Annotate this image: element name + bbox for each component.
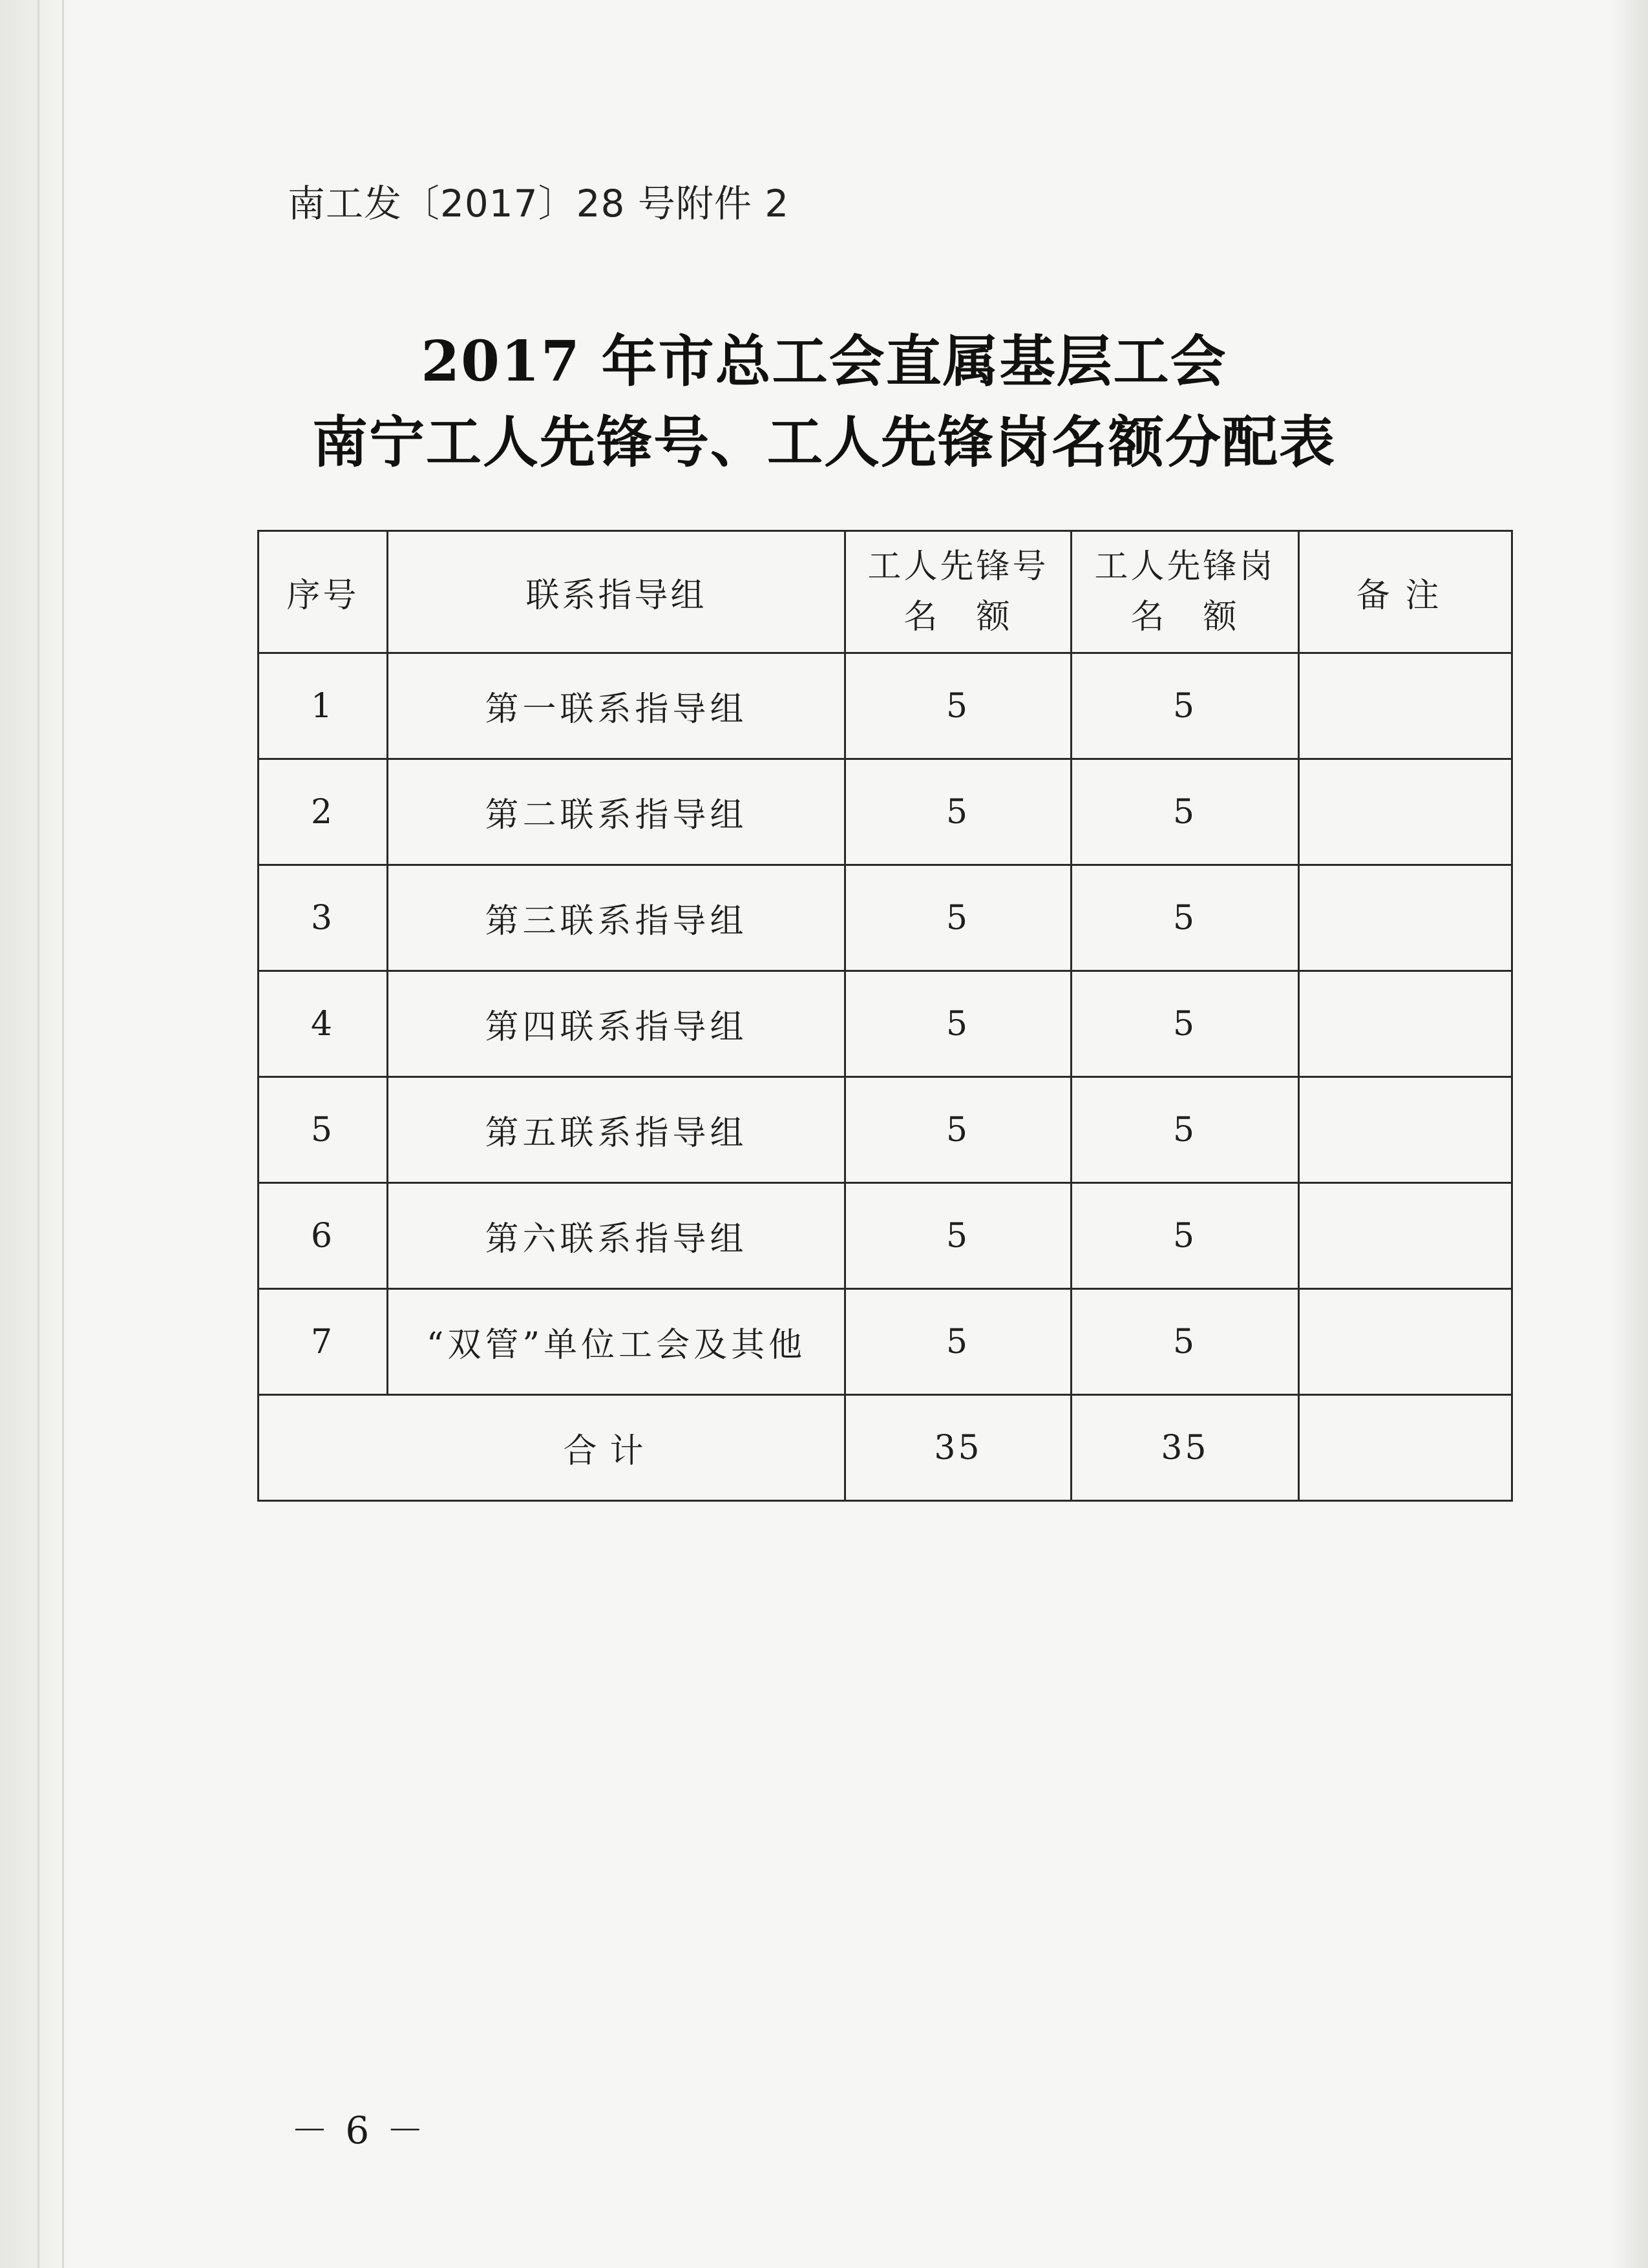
cell-group: “双管”单位工会及其他 (388, 1289, 845, 1395)
header-pioneer-post-quota (1072, 531, 1299, 653)
cell-seq: 6 (259, 1183, 388, 1289)
table-total-row (259, 1395, 1512, 1501)
header-pioneer-post-line1: 工人先锋岗 (1094, 547, 1276, 586)
cell-pioneer-team-quota: 5 (845, 1077, 1072, 1183)
cell-pioneer-post-quota: 5 (1072, 1289, 1299, 1395)
cell-pioneer-team-quota: 5 (845, 971, 1072, 1077)
header-pioneer-team-quota (845, 531, 1072, 653)
table-row (259, 1289, 1512, 1395)
cell-remark (1299, 759, 1512, 865)
header-quota-char2: 额 (1203, 598, 1240, 636)
cell-pioneer-post-quota: 5 (1072, 971, 1299, 1077)
cell-seq: 1 (259, 653, 388, 759)
cell-seq: 7 (259, 1289, 388, 1395)
page-number: － 6 － (291, 2108, 427, 2152)
cell-seq: 2 (259, 759, 388, 865)
table-row (259, 759, 1512, 865)
cell-group: 第一联系指导组 (388, 653, 845, 759)
table-row (259, 1183, 1512, 1289)
cell-remark (1299, 1183, 1512, 1289)
header-quota-char2: 额 (976, 598, 1013, 636)
cell-group: 第五联系指导组 (388, 1077, 845, 1183)
cell-pioneer-post-quota: 5 (1072, 865, 1299, 971)
cell-group: 第三联系指导组 (388, 865, 845, 971)
cell-seq: 3 (259, 865, 388, 971)
cell-pioneer-team-quota: 5 (845, 865, 1072, 971)
header-quota-char1: 名 (1130, 598, 1203, 636)
cell-pioneer-post-quota: 5 (1072, 653, 1299, 759)
cell-pioneer-team-quota: 5 (845, 653, 1072, 759)
table-row (259, 865, 1512, 971)
cell-seq: 4 (259, 971, 388, 1077)
cell-pioneer-post-quota: 5 (1072, 759, 1299, 865)
cell-pioneer-post-quota: 5 (1072, 1183, 1299, 1289)
cell-group: 第二联系指导组 (388, 759, 845, 865)
cell-group: 第六联系指导组 (388, 1183, 845, 1289)
allocation-table (257, 530, 1513, 1502)
cell-group: 第四联系指导组 (388, 971, 845, 1077)
header-pioneer-post-line2 (1072, 592, 1298, 642)
cell-pioneer-team-quota: 5 (845, 1289, 1072, 1395)
cell-remark (1299, 971, 1512, 1077)
document-reference: 南工发〔2017〕28 号附件 2 (288, 182, 790, 226)
document-title-line2: 南宁工人先锋号、工人先锋岗名额分配表 (312, 410, 1336, 475)
table-row (259, 653, 1512, 759)
header-group: 联系指导组 (388, 531, 845, 653)
cell-total-remark (1299, 1395, 1512, 1501)
document-title-line1: 2017 年市总工会直属基层工会 (421, 329, 1227, 394)
cell-remark (1299, 1077, 1512, 1183)
cell-pioneer-post-quota: 5 (1072, 1077, 1299, 1183)
header-quota-char1: 名 (903, 598, 977, 636)
table-row (259, 1077, 1512, 1183)
header-seq: 序号 (259, 531, 388, 653)
header-pioneer-team-line1: 工人先锋号 (867, 547, 1049, 586)
cell-remark (1299, 1289, 1512, 1395)
header-pioneer-team-line2 (846, 592, 1070, 642)
cell-remark (1299, 653, 1512, 759)
cell-total-label: 合计 (259, 1395, 845, 1501)
cell-total-pioneer-post: 35 (1072, 1395, 1299, 1501)
table-header-row (259, 531, 1512, 653)
cell-total-pioneer-team: 35 (845, 1395, 1072, 1501)
cell-pioneer-team-quota: 5 (845, 1183, 1072, 1289)
cell-seq: 5 (259, 1077, 388, 1183)
cell-pioneer-team-quota: 5 (845, 759, 1072, 865)
table-row (259, 971, 1512, 1077)
header-remark: 备注 (1299, 531, 1512, 653)
cell-remark (1299, 865, 1512, 971)
